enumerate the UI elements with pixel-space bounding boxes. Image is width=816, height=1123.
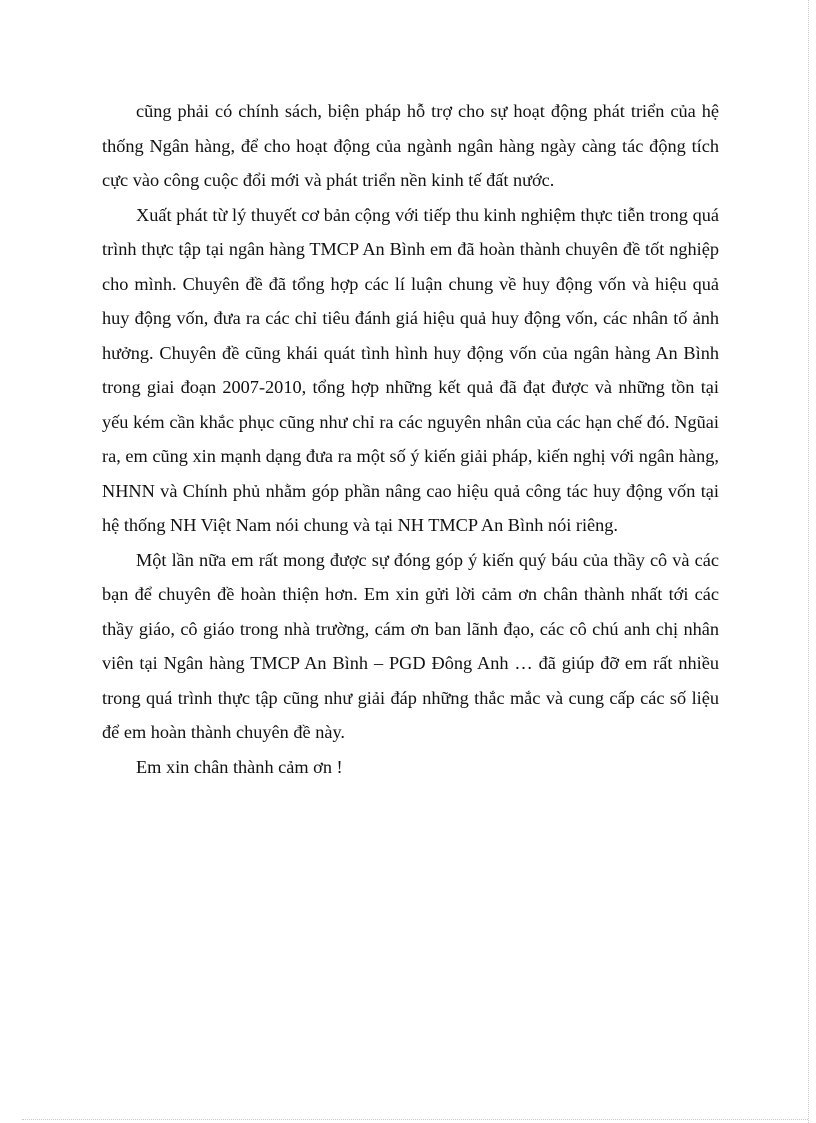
- paragraph-closing: Em xin chân thành cảm ơn !: [136, 756, 343, 777]
- paragraph-acknowledgement: Một lần nữa em rất mong được sự đóng góp ý kiến quý báu của thầy cô và các bạn để chuyên đề hoàn thiện hơn. Em xin gửi lời cảm ơn chân thành nhất tới các thầy giáo, cô giáo trong nhà trường, cám ơn ban lãnh đạo, các cô chú anh chị nhân viên tại Ngân hàng TMCP An Bình – PGD Đông Anh … đã giúp đỡ em rất nhiều trong quá trình thực tập cũng như giải đáp những thắc mắc và cung cấp các số liệu để em hoàn thành chuyên đề này.: [102, 549, 719, 742]
- body-text: [102, 94, 719, 784]
- page-edge-bottom: [22, 1119, 808, 1120]
- paragraph-summary: Xuất phát từ lý thuyết cơ bản cộng với tiếp thu kinh nghiệm thực tiễn trong quá trình thực tập tại ngân hàng TMCP An Bình em đã hoàn thành chuyên đề tốt nghiệp cho mình. Chuyên đề đã tổng hợp các lí luận chung về huy động vốn và hiệu quả huy động vốn, đưa ra các chỉ tiêu đánh giá hiệu quả huy động vốn, các nhân tố ảnh hưởng. Chuyên đề cũng khái quát tình hình huy động vốn của ngân hàng An Bình trong giai đoạn 2007-2010, tổng hợp những kết quả đã đạt được và những tồn tại yếu kém cần khắc phục cũng như chỉ ra các nguyên nhân của các hạn chế đó. Ngũai ra, em cũng xin mạnh dạng đưa ra một số ý kiến giải pháp, kiến nghị với ngân hàng, NHNN và Chính phủ nhằm góp phần nâng cao hiệu quả công tác huy động vốn tại hệ thống NH Việt Nam nói chung và tại NH TMCP An Bình nói riêng.: [102, 204, 719, 535]
- paragraph-continuation: cũng phải có chính sách, biện pháp hỗ trợ cho sự hoạt động phát triển của hệ thống Ngân hàng, để cho hoạt động của ngành ngân hàng ngày càng tác động tích cực vào công cuộc đổi mới và phát triển nền kinh tế đất nước.: [102, 101, 719, 190]
- page-edge-right: [808, 0, 809, 1123]
